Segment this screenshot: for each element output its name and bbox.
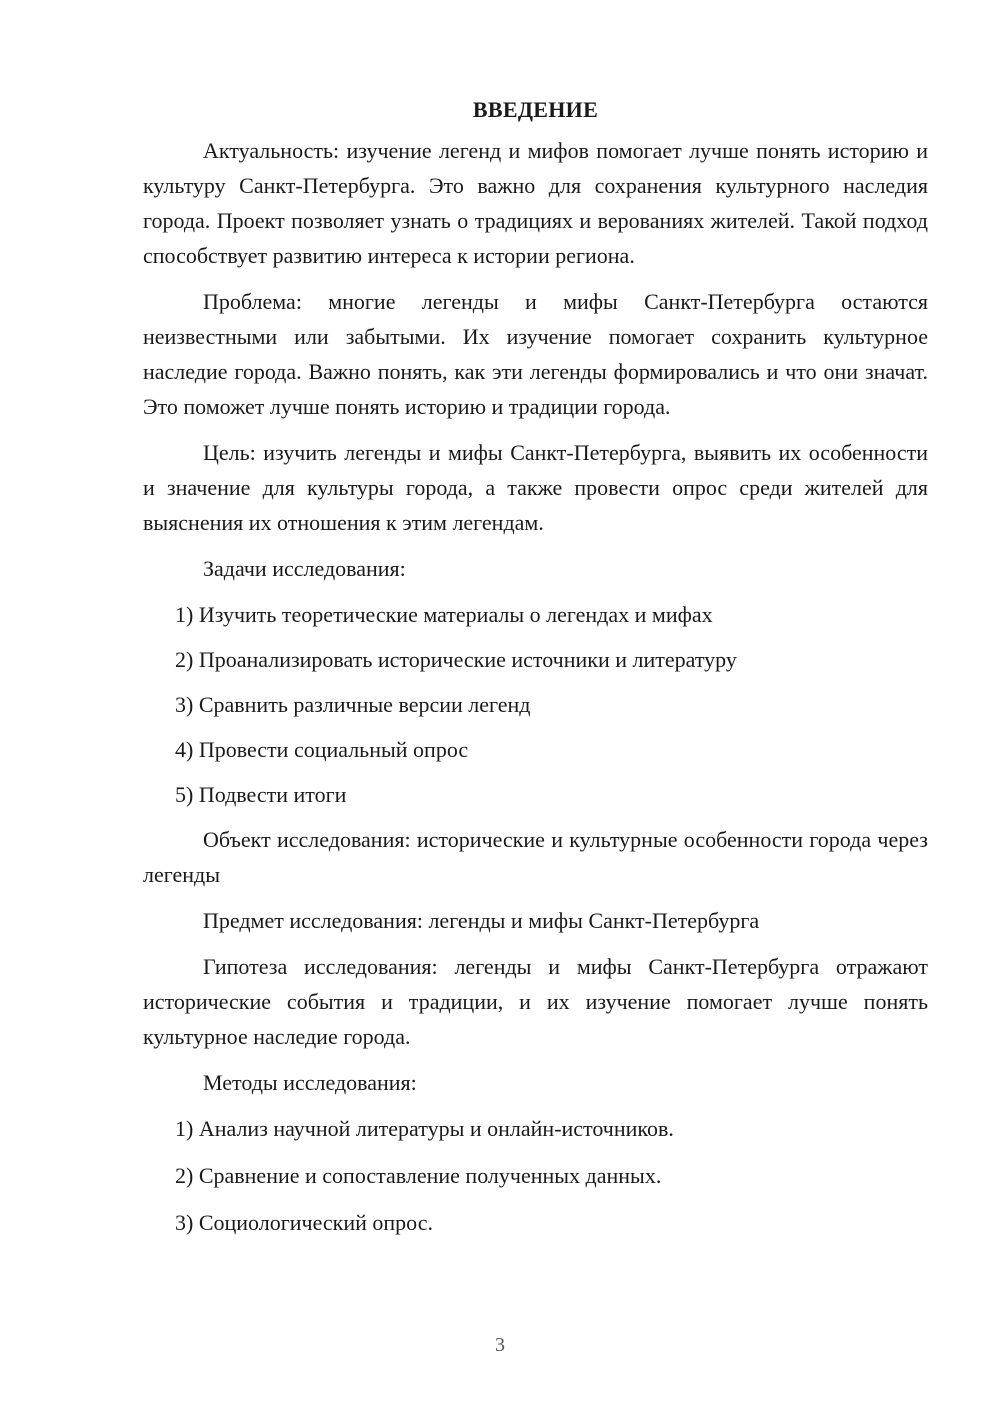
list-item: 3) Сравнить различные версии легенд xyxy=(175,692,531,717)
methods-list xyxy=(143,1111,928,1240)
hypothesis-paragraph: Гипотеза исследования: легенды и мифы Санкт-Петербурга отражают исторические события и традиции, и их изучение помогает лучше понять культурное наследие города. xyxy=(143,954,928,1049)
tasks-list xyxy=(143,597,928,812)
document-page xyxy=(143,92,928,1252)
list-item: 4) Провести социальный опрос xyxy=(175,737,469,762)
object-paragraph: Объект исследования: исторические и культурные особенности города через легенды xyxy=(143,827,928,887)
problem-paragraph: Проблема: многие легенды и мифы Санкт-Петербурга остаются неизвестными или забытыми. Их изучение помогает сохранить культурное наследие города. Важно понять, как эти легенды формировались и что они значат. Это поможет лучше понять историю и традиции города. xyxy=(143,289,928,419)
list-item: 1) Анализ научной литературы и онлайн-источников. xyxy=(175,1116,674,1141)
list-item: 2) Сравнение и сопоставление полученных данных. xyxy=(175,1163,662,1188)
subject-paragraph: Предмет исследования: легенды и мифы Санкт-Петербурга xyxy=(203,908,760,933)
list-item: 1) Изучить теоретические материалы о легендах и мифах xyxy=(175,602,713,627)
tasks-label: Задачи исследования: xyxy=(203,556,406,581)
methods-label: Методы исследования: xyxy=(203,1070,417,1095)
goal-paragraph: Цель: изучить легенды и мифы Санкт-Петербурга, выявить их особенности и значение для культуры города, а также провести опрос среди жителей для выяснения их отношения к этим легендам. xyxy=(143,440,928,535)
page-title: ВВЕДЕНИЕ xyxy=(472,97,599,122)
list-item: 5) Подвести итоги xyxy=(175,782,347,807)
list-item: 3) Социологический опрос. xyxy=(175,1210,433,1235)
page-number: 3 xyxy=(495,1334,505,1356)
relevance-paragraph: Актуальность: изучение легенд и мифов помогает лучше понять историю и культуру Санкт-Петербурга. Это важно для сохранения культурного наследия города. Проект позволяет узнать о традициях и верованиях жителей. Такой подход способствует развитию интереса к истории региона. xyxy=(143,138,928,268)
list-item: 2) Проанализировать исторические источники и литературу xyxy=(175,647,737,672)
